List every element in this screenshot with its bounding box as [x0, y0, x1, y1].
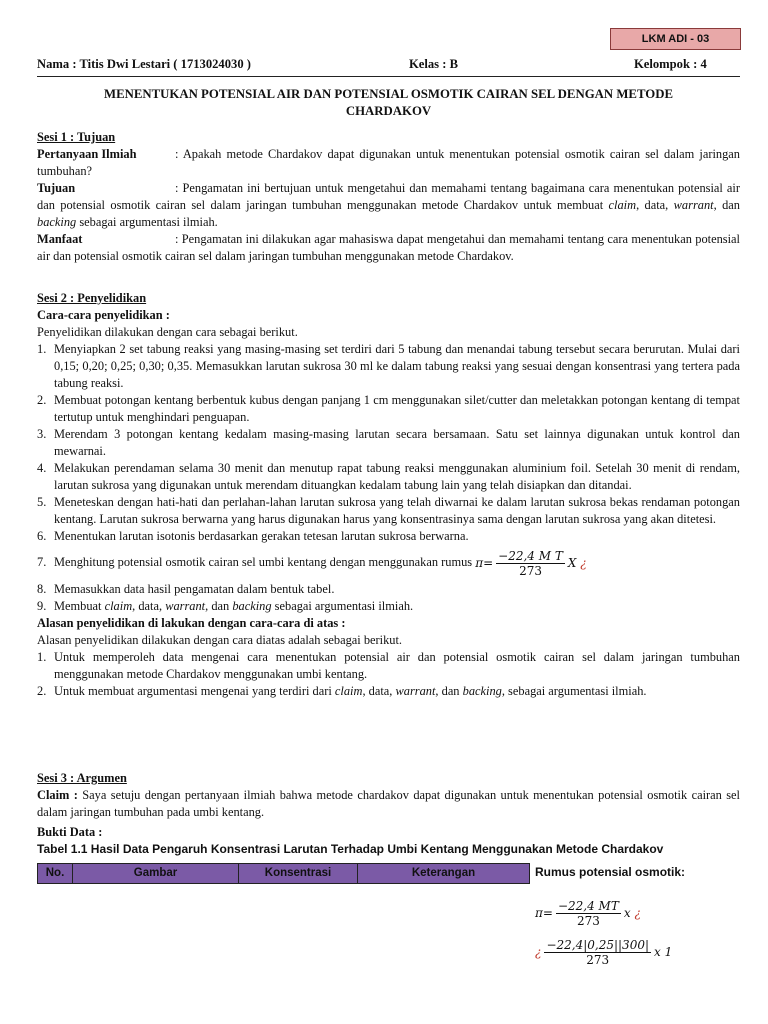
claim-label: Claim :: [37, 788, 78, 802]
reason-list: [37, 649, 740, 700]
evidence-label: Bukti Data :: [37, 825, 103, 839]
formula-panel: [535, 864, 740, 967]
data-table-wrap: [37, 863, 530, 884]
section-2-heading: Sesi 2 : Penyelidikan: [37, 291, 147, 305]
formula-general: π= $\frac{-22,4 MT}{273}$ x ¿: [535, 899, 641, 928]
group-label: Kelompok : 4: [634, 57, 707, 71]
list-item: 6. Menentukan larutan isotonis berdasarkan gerakan tetesan larutan sukrosa berwarna.: [37, 529, 469, 543]
table-header-row: [38, 864, 530, 884]
objective-dan: , dan: [713, 198, 740, 212]
col-header-konsentrasi: Konsentrasi: [239, 864, 358, 884]
section-1-heading: Sesi 1 : Tujuan: [37, 130, 116, 144]
formula-label: Rumus potensial osmotik:: [535, 865, 686, 879]
reason-heading: Alasan penyelidikan di lakukan dengan cara-cara di atas :: [37, 616, 346, 630]
list-item: 2. Untuk membuat argumentasi mengenai yang terdiri dari claim, data, warrant, dan backing, sebagai argumentasi ilmiah.: [37, 684, 647, 698]
scientific-question: [37, 146, 740, 180]
section-3: [37, 770, 740, 858]
list-item: 1. Menyiapkan 2 set tabung reaksi yang masing-masing set terdiri dari 5 tabung dan menandai tabung tersebut secara berurutan. Mulai dari 0,15; 0,20; 0,25; 0,30; 0,35. Memasukkan larutan sukrosa 30 ml ke dalam tabung reaksi yang sesuai dengan konsentrasi yang tertera pada tabung reaksi.: [37, 342, 740, 390]
data-table: [37, 863, 530, 884]
col-header-no: No.: [38, 864, 73, 884]
section-2: [37, 290, 740, 700]
formula-substituted: ¿ $\frac{-22,4|0,25||300|}{273}$ x 1: [535, 938, 673, 967]
document-title: [37, 86, 740, 120]
lkm-badge: LKM ADI - 03: [610, 28, 741, 50]
claim-text: Saya setuju dengan pertanyaan ilmiah bahwa metode chardakov dapat digunakan untuk menentukan potensial osmotik cairan sel dalam jaringan tumbuhan pada umbi kentang.: [37, 788, 740, 819]
method-heading: Cara-cara penyelidikan :: [37, 308, 170, 322]
list-item: 9. Membuat claim, data, warrant, dan backing sebagai argumentasi ilmiah.: [37, 599, 414, 613]
reason-intro: Alasan penyelidikan dilakukan dengan cara diatas adalah sebagai berikut.: [37, 633, 403, 647]
objective-claim: claim: [608, 198, 637, 212]
student-header: [37, 56, 740, 77]
list-item: 7. Menghitung potensial osmotik cairan sel umbi kentang dengan menggunakan rumus π= $\frac{\text{−22,4 M T}}{273}$ X ¿: [37, 545, 740, 581]
benefit: [37, 231, 740, 265]
question-text: : Apakah metode Chardakov dapat digunakan untuk menentukan potensial osmotik cairan sel dalam jaringan tumbuhan?: [37, 147, 740, 178]
title-line-2: CHARDAKOV: [345, 104, 432, 118]
objective-data: , data,: [636, 198, 669, 212]
list-item: 4. Melakukan perendaman selama 30 menit dan menutup rapat tabung reaksi menggunakan aluminium foil. Setelah 30 menit di rendam, larutan sukrosa yang digunakan untuk merendam dituangkan kedalam tabung lain yang telah disiapkan dan ditandai.: [37, 461, 740, 492]
section-3-heading: Sesi 3 : Argumen: [37, 771, 127, 785]
col-header-keterangan: Keterangan: [358, 864, 530, 884]
student-name: Nama : Titis Dwi Lestari ( 1713024030 ): [37, 57, 251, 71]
objective-backing: backing: [37, 215, 77, 229]
objective-end: sebagai argumentasi ilmiah.: [79, 215, 218, 229]
step-7-text: Menghitung potensial osmotik cairan sel umbi kentang dengan menggunakan rumus: [54, 555, 473, 569]
objective-label: Tujuan: [37, 181, 76, 195]
list-item: 3. Merendam 3 potongan kentang kedalam masing-masing larutan secara bersamaan. Satu set lainnya digunakan untuk kontrol dan mewarnai.: [37, 427, 740, 458]
table-caption: Tabel 1.1 Hasil Data Pengaruh Konsentrasi Larutan Terhadap Umbi Kentang Menggunakan Metode Chardakov: [37, 842, 664, 856]
list-item: 1. Untuk memperoleh data mengenai cara menentukan potensial air dan potensial osmotik cairan sel dalam jaringan tumbuhan menggunakan metode Chardakov menggunakan umbi kentang.: [37, 650, 740, 681]
method-steps: [37, 341, 740, 615]
section-1: [37, 129, 740, 265]
method-intro: Penyelidikan dilakukan dengan cara sebagai berikut.: [37, 325, 298, 339]
benefit-label: Manfaat: [37, 232, 83, 246]
objective-warrant: warrant: [673, 198, 714, 212]
list-item: 2. Membuat potongan kentang berbentuk kubus dengan panjang 1 cm menggunakan silet/cutter dan meletakkan potongan kentang di tempat tertutup untuk menghindari penguapan.: [37, 393, 740, 424]
question-label: Pertanyaan Ilmiah: [37, 147, 137, 161]
objective: [37, 180, 740, 231]
objective-text: : Pengamatan ini bertujuan untuk mengetahui dan memahami tentang bagaimana cara menentukan potensial air dan potensial osmotik cairan sel dalam jaringan tumbuhan menggunakan metode Chardakov untuk membuat: [37, 181, 740, 212]
list-item: 8. Memasukkan data hasil pengamatan dalam bentuk tabel.: [37, 582, 335, 596]
claim-paragraph: [37, 787, 740, 821]
col-header-gambar: Gambar: [73, 864, 239, 884]
osmotic-formula: π= $\frac{\text{−22,4 M T}}{273}$ X ¿: [475, 548, 587, 578]
title-line-1: MENENTUKAN POTENSIAL AIR DAN POTENSIAL OSMOTIK CAIRAN SEL DENGAN METODE: [104, 87, 673, 101]
benefit-text: : Pengamatan ini dilakukan agar mahasiswa dapat mengetahui dan memahami tentang cara menentukan potensial air dan potensial osmotik cairan sel dalam jaringan tumbuhan menggunakan metode Chardakov.: [37, 232, 740, 263]
list-item: 5. Meneteskan dengan hati-hati dan perlahan-lahan larutan sukrosa yang telah diwarnai ke dalam larutan sukrosa bekas rendaman potongan kentang. Larutan sukrosa berwarna yang harus digunakan harus yang konsentrasinya sama dengan larutan sukrosa yang akan ditetesi.: [37, 495, 740, 526]
class-label: Kelas : B: [409, 57, 458, 71]
